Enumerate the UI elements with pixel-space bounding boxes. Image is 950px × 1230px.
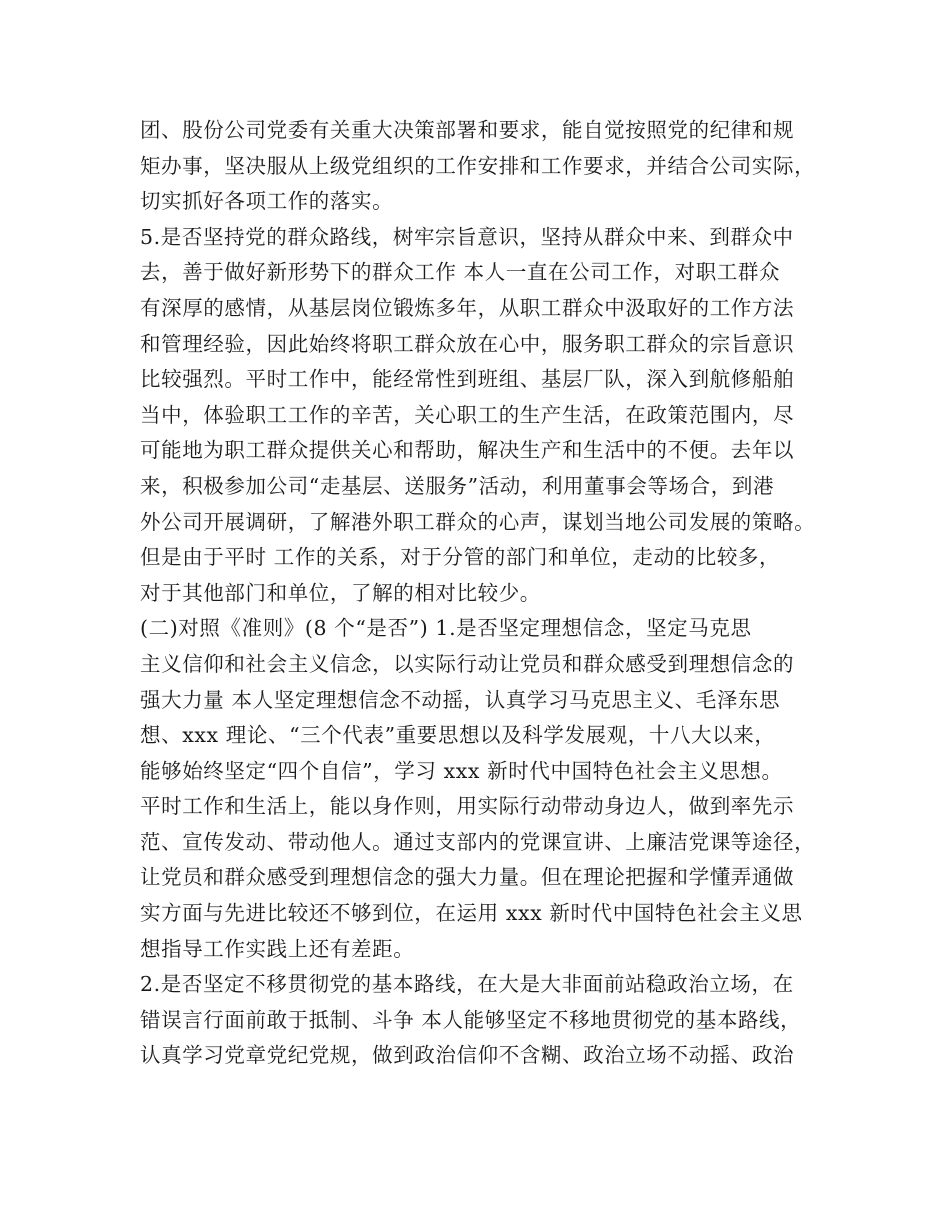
text-line: 来，积极参加公司“走基层、送服务”活动，利用董事会等场合，到港 (140, 473, 775, 498)
text-line: 错误言行面前敢于抵制、斗争 本人能够坚定不移地贯彻党的基本路线， (140, 1007, 802, 1032)
text-line: 有深厚的感情，从基层岗位锻炼多年，从职工群众中汲取好的工作方法 (140, 295, 795, 320)
text-line: 平时工作和生活上，能以身作则，用实际行动带动身边人，做到率先示 (140, 794, 795, 819)
text-line: 想指导工作实践上还有差距。 (140, 936, 415, 961)
text-line: 范、宣传发动、带动他人。通过支部内的党课宣讲、上廉洁党课等途径， (140, 829, 816, 854)
text-line: 让党员和群众感受到理想信念的强大力量。但在理论把握和学懂弄通做 (140, 865, 795, 890)
text-line: 比较强烈。平时工作中，能经常性到班组、基层厂队，深入到航修船舶 (140, 367, 795, 392)
text-line: 外公司开展调研，了解港外职工群众的心声，谋划当地公司发展的策略。 (140, 509, 816, 534)
document-body (140, 113, 840, 1074)
text-line: 强大力量 本人坚定理想信念不动摇，认真学习马克思主义、毛泽东思 (140, 687, 781, 712)
text-line: 实方面与先进比较还不够到位，在运用 xxx 新时代中国特色社会主义思 (140, 901, 803, 926)
text-line: 想、xxx 理论、“三个代表”重要思想以及科学发展观，十八大以来， (140, 723, 776, 748)
text-line: 5.是否坚持党的群众路线，树牢宗旨意识，坚持从群众中来、到群众中 (140, 224, 794, 249)
text-line: 但是由于平时 工作的关系，对于分管的部门和单位，走动的比较多， (140, 545, 781, 570)
text-line: 切实抓好各项工作的落实。 (140, 189, 394, 214)
text-line: 去，善于做好新形势下的群众工作 本人一直在公司工作，对职工群众 (140, 260, 781, 285)
text-line: (二)对照《准则》(8 个“是否”) 1.是否坚定理想信念，坚定马克思 (140, 616, 752, 641)
text-line: 团、股份公司党委有关重大决策部署和要求，能自觉按照党的纪律和规 (140, 118, 795, 142)
text-line: 和管理经验，因此始终将职工群众放在心中，服务职工群众的宗旨意识 (140, 331, 795, 356)
text-line: 2.是否坚定不移贯彻党的基本路线，在大是大非面前站稳政治立场，在 (140, 972, 794, 997)
text-line: 主义信仰和社会主义信念，以实际行动让党员和群众感受到理想信念的 (140, 651, 795, 676)
text-line: 可能地为职工群众提供关心和帮助，解决生产和生活中的不便。去年以 (140, 438, 795, 463)
text-line: 认真学习党章党纪党规，做到政治信仰不含糊、政治立场不动摇、政治 (140, 1043, 795, 1068)
text-line: 能够始终坚定“四个自信”，学习 xxx 新时代中国特色社会主义思想。 (140, 758, 783, 783)
text-line: 当中，体验职工工作的辛苦，关心职工的生产生活，在政策范围内，尽 (140, 402, 795, 427)
text-line: 矩办事，坚决服从上级党组织的工作安排和工作要求，并结合公司实际， (140, 153, 816, 178)
text-line: 对于其他部门和单位，了解的相对比较少。 (140, 580, 541, 605)
